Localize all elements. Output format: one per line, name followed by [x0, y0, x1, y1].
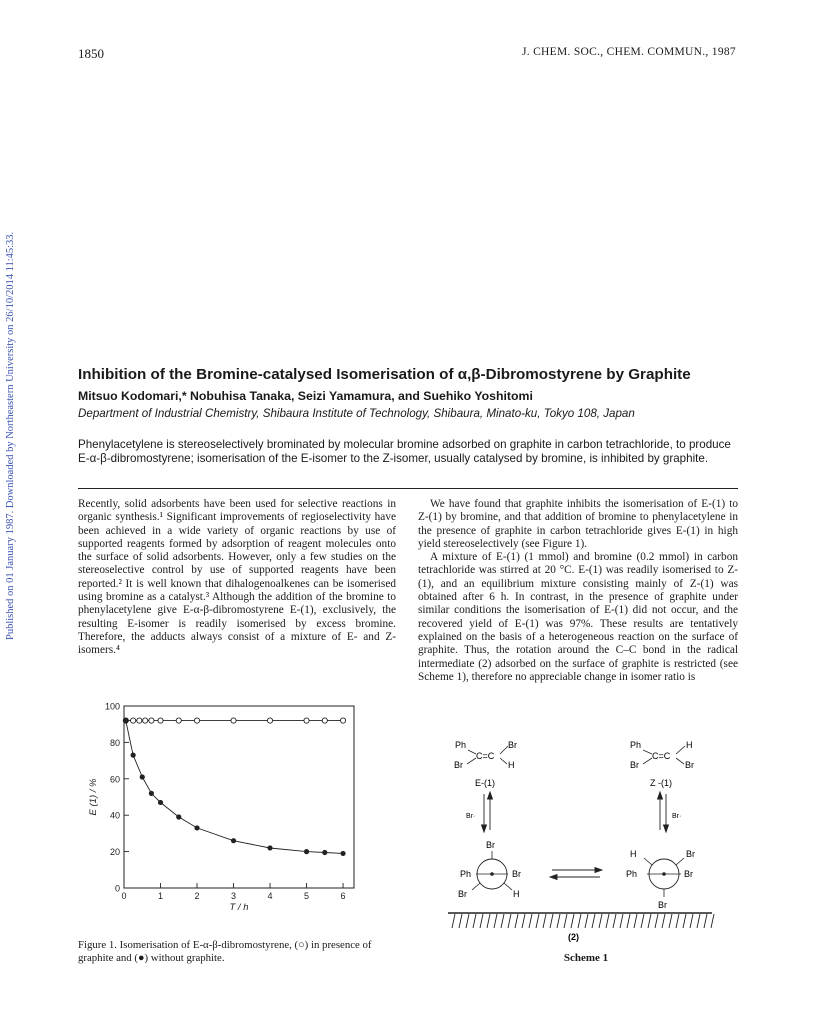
atom-label: Br: [486, 840, 495, 850]
atom-label: Br: [686, 849, 695, 859]
hatch-mark: [585, 914, 588, 928]
atom-label: Ph: [455, 740, 467, 750]
data-point-open: [143, 718, 148, 723]
figure-1-chart: [78, 694, 400, 926]
download-notice: [5, 190, 19, 640]
hatch-mark: [613, 914, 616, 928]
data-point-open: [137, 718, 142, 723]
z1-label: Z -(1): [650, 778, 672, 788]
graphite-surface: [448, 913, 714, 928]
atom-label: Ph: [626, 869, 638, 879]
atom-label: Br: [458, 889, 467, 899]
hatch-mark: [620, 914, 623, 928]
data-point-filled: [322, 850, 327, 855]
data-point-open: [322, 718, 327, 723]
page-number: 1850: [78, 46, 104, 61]
body-paragraph: Recently, solid adsorbents have been used for selective reactions in organic synthesis.¹ Significant improvements of regioselectivity have been achieved in a wide variety of organic reactions by use of supported reagents formed by adsorption of reagent molecules onto the surface of solid adsorbents. However, only a few studies on the stereoselective control by use of supported reagents have been reported.² It is well known that dihalogenoalkenes can be isomerised using bromine as a catalyst.³ Although the addition of the bromine to phenylacetylene give E-α-β-dibromostyrene E-(1), exclusively, the resulting E-isomer is readily isomerised by excess bromine. Therefore, the adducts always consist of a mixture of E- and Z-isomers.⁴: [78, 498, 396, 657]
atom-label: H: [513, 889, 520, 899]
hatch-mark: [704, 914, 707, 928]
scheme-1-diagram: [440, 730, 730, 950]
atom-label: Br: [684, 869, 693, 879]
equilibrium-arrows-left: [482, 792, 493, 832]
atom-label: Br: [685, 760, 694, 770]
atom-label: H: [686, 740, 693, 750]
abstract-divider: [78, 488, 738, 489]
hatch-mark: [564, 914, 567, 928]
hatch-mark: [669, 914, 672, 928]
atom-label: Br: [454, 760, 463, 770]
atom-label: H: [508, 760, 515, 770]
hatch-mark: [571, 914, 574, 928]
body-paragraph: A mixture of E-(1) (1 mmol) and bromine (0.2 mmol) in carbon tetrachloride was stirred at 20 °C. E-(1) was readily isomerised to Z-(1), and an equilibrium mixture consisting mainly of Z-(1) was obtained after 6 h. In contrast, in the presence of graphite under similar conditions the isomerisation of E-(1) did not occur, and the recovered yield of E-(1) was 97%. These results are tentatively explained on the basis of a heterogeneous reaction on the surface of graphite. Thus, the rotation around the C–C bond in the radical intermediate (2) adsorbed on the surface of graphite is restricted (see Scheme 1), therefore no appreciable change in isomer ratio is: [418, 551, 738, 683]
atom-label: H: [630, 849, 637, 859]
hatch-mark: [515, 914, 518, 928]
hatch-mark: [529, 914, 532, 928]
hatch-mark: [662, 914, 665, 928]
atom-label: Ph: [630, 740, 642, 750]
article-affiliation: Department of Industrial Chemistry, Shibaura Institute of Technology, Shibaura, Minato-ku, Tokyo 108, Japan: [78, 407, 635, 420]
hatch-mark: [501, 914, 504, 928]
e1-label: E-(1): [475, 778, 495, 788]
hatch-mark: [578, 914, 581, 928]
right-column: [418, 498, 738, 684]
e1-structure: [454, 740, 517, 788]
data-point-filled: [176, 814, 181, 819]
article-authors: Mitsuo Kodomari,* Nobuhisa Tanaka, Seizi Yamamura, and Suehiko Yoshitomi: [78, 389, 533, 403]
y-tick-label: 100: [104, 701, 120, 712]
chart-svg: [78, 694, 400, 926]
hatch-mark: [557, 914, 560, 928]
hatch-mark: [487, 914, 490, 928]
y-tick-label: 40: [109, 810, 120, 821]
data-point-open: [231, 718, 236, 723]
body-paragraph: We have found that graphite inhibits the isomerisation of E-(1) to Z-(1) by bromine, and that addition of bromine to phenylacetylene in the presence of graphite in carbon tetrachloride gives E-(1) in high yield stereoselectively (see Figure 1).: [418, 498, 738, 550]
data-point-filled: [131, 753, 136, 758]
data-point-open: [149, 718, 154, 723]
hatch-mark: [452, 914, 455, 928]
y-tick-label: 0: [114, 883, 120, 894]
hatch-mark: [627, 914, 630, 928]
atom-label: Br: [508, 740, 517, 750]
y-axis-label: E (1) / %: [88, 778, 99, 816]
x-axis-label: T / h: [229, 902, 249, 913]
atom-label: Br: [658, 900, 667, 910]
hatch-mark: [508, 914, 511, 928]
hatch-mark: [676, 914, 679, 928]
data-point-open: [176, 718, 181, 723]
data-point-filled: [231, 838, 236, 843]
y-tick-label: 60: [109, 774, 120, 785]
hatch-mark: [494, 914, 497, 928]
hatch-mark: [697, 914, 700, 928]
article-title: Inhibition of the Bromine-catalysed Isomerisation of α,β-Dibromostyrene by Graphite: [78, 366, 691, 383]
left-column: [78, 498, 396, 658]
data-point-filled: [304, 849, 309, 854]
hatch-mark: [543, 914, 546, 928]
reagent-label: Br·: [672, 813, 682, 820]
x-tick-label: 2: [194, 891, 200, 901]
plot-frame: [124, 706, 354, 888]
alkene-label: C=C: [652, 751, 671, 761]
atom-label: Br: [512, 869, 521, 879]
hatch-mark: [466, 914, 469, 928]
hatch-mark: [606, 914, 609, 928]
rotation-equilibrium: [550, 868, 602, 880]
data-point-filled: [194, 825, 199, 830]
y-tick-label: 80: [109, 737, 120, 748]
data-point-filled: [140, 774, 145, 779]
data-point-filled: [149, 791, 154, 796]
y-tick-label: 20: [109, 847, 120, 858]
hatch-mark: [690, 914, 693, 928]
equilibrium-arrows-right: [658, 792, 669, 832]
newman-left: [458, 840, 521, 899]
hatch-mark: [641, 914, 644, 928]
download-notice-text: Published on 01 January 1987. Downloaded by Northeastern University on 26/10/2014 11:45:33.: [5, 231, 16, 640]
data-point-filled: [267, 845, 272, 850]
journal-header: J. CHEM. SOC., CHEM. COMMUN., 1987: [521, 46, 736, 58]
data-point-open: [158, 718, 163, 723]
data-point-open: [267, 718, 272, 723]
hatch-mark: [683, 914, 686, 928]
hatch-mark: [648, 914, 651, 928]
x-tick-label: 6: [340, 891, 346, 901]
hatch-mark: [599, 914, 602, 928]
atom-label: Ph: [460, 869, 472, 879]
data-point-open: [340, 718, 345, 723]
reagent-label: Br·: [466, 813, 476, 820]
data-point-filled: [123, 718, 128, 723]
hatch-mark: [711, 914, 714, 928]
newman-right: [626, 849, 695, 910]
hatch-mark: [634, 914, 637, 928]
data-point-filled: [158, 800, 163, 805]
data-point-open: [194, 718, 199, 723]
hatch-mark: [522, 914, 525, 928]
figure-caption: Figure 1. Isomerisation of E-α-β-dibromostyrene, (○) in presence of graphite and (●) without graphite.: [78, 939, 372, 964]
x-tick-label: 0: [121, 891, 127, 901]
hatch-mark: [592, 914, 595, 928]
data-point-filled: [340, 851, 345, 856]
article-abstract: Phenylacetylene is stereoselectively brominated by molecular bromine adsorbed on graphite in carbon tetrachloride, to produce E-α-β-dibromostyrene; isomerisation of the E-isomer to the Z-isomer, usually catalysed by bromine, is inhibited by graphite.: [78, 438, 731, 466]
atom-label: Br: [630, 760, 639, 770]
scheme-svg: [440, 730, 730, 950]
data-point-open: [131, 718, 136, 723]
x-tick-label: 4: [267, 891, 273, 901]
x-tick-label: 3: [231, 891, 237, 901]
hatch-mark: [655, 914, 658, 928]
z1-structure: [630, 740, 694, 788]
scheme-caption: Scheme 1: [563, 952, 609, 964]
data-point-open: [304, 718, 309, 723]
hatch-mark: [473, 914, 476, 928]
hatch-mark: [536, 914, 539, 928]
compound-2-label: (2): [568, 932, 579, 942]
x-tick-label: 5: [304, 891, 310, 901]
hatch-mark: [480, 914, 483, 928]
series-line-without-graphite: [126, 721, 343, 854]
x-tick-label: 1: [158, 891, 164, 901]
hatch-mark: [459, 914, 462, 928]
hatch-mark: [550, 914, 553, 928]
alkene-label: C=C: [476, 751, 495, 761]
